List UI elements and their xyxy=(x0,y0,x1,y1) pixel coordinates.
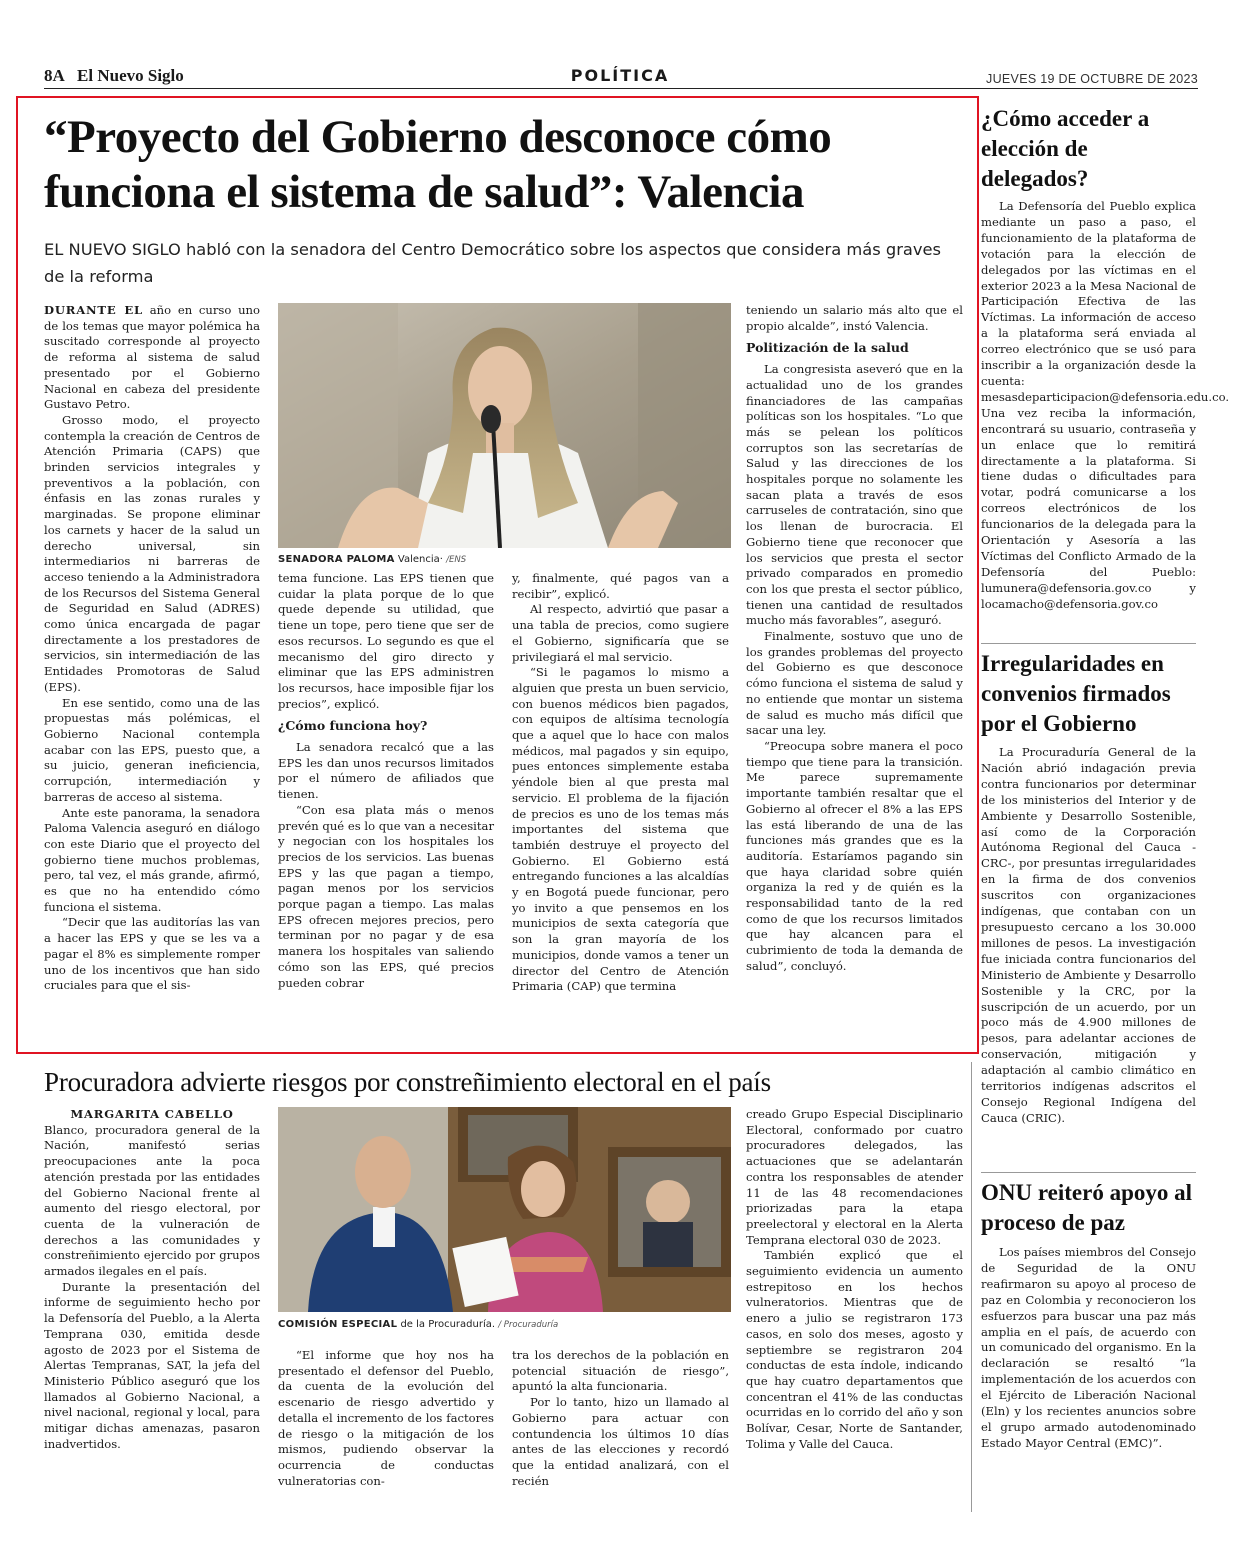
paragraph: Ante este panorama, la senadora Paloma Valencia aseguró en diálogo con este Diario que el proyecto del gobierno tiene muchos problemas, pero, tal vez, el más grande, afirmó, es que no ha entendido cómo funciona el sistema. xyxy=(44,805,260,914)
sidebar-title-1: ¿Cómo acceder a elección de delegados? xyxy=(981,106,1150,191)
paragraph: “Con esa plata más o menos prevén qué es lo que van a necesitar y negocian con los hospitales los precios de los servicios. Las buenas EPS y las que pagan a tiempo, pagan menos por los servicios porque pagan a tiempo. Las malas EPS ofrecen mejores precios, pero terminan por no pagar y de esa manera los hospitales van saliendo cómo son las EPS, qué precios pueden cobrar xyxy=(278,802,494,990)
caption-text: Valencia xyxy=(397,554,440,565)
subheading: Politización de la salud xyxy=(746,340,909,356)
issue-date: JUEVES 19 DE OCTUBRE DE 2023 xyxy=(986,72,1198,86)
sidebar-body-3 xyxy=(981,1245,1196,1452)
second-photo-caption xyxy=(278,1319,558,1331)
paragraph: “El informe que hoy nos ha presentado el defensor del Pueblo, da cuenta de la evolución del escenario de riesgo advertido y detalla el incremento de los factores de riesgo o la mitigación de los mismos, pudiendo observar la ocurrencia de conductas vulneratorias con- xyxy=(278,1348,494,1488)
paragraph: Finalmente, sostuvo que uno de los grandes problemas del proyecto del Gobierno es que desconoce cómo funciona el sistema de salud y no entiende que montar un sistema de salud es mucho más difícil que sacar una ley. xyxy=(746,629,963,738)
second-photo xyxy=(278,1107,731,1312)
main-headline: “Proyecto del Gobierno desconoce cómo funciona el sistema de salud”: Valencia xyxy=(44,111,832,218)
photo-credit: /ENS xyxy=(446,555,467,565)
paragraph: “Decir que las auditorías las van a hacer las EPS y que se les va a pagar el 8% es simplemente romper uno de los incentivos que han sido cruciales para que el sis- xyxy=(44,915,260,993)
senator-photo-illustration xyxy=(278,303,731,548)
main-photo xyxy=(278,303,731,548)
header-divider xyxy=(44,88,1198,89)
paragraph: La Procuraduría General de la Nación abrió indagación previa contra funcionarios por determinar de los ministerios del Interior y de Ambiente y Desarrollo Sostenible, así como de la Corporación Autónoma Regional del Cauca -CRC-, por presuntas irregularidades en la firma de dos convenios suscritos con organizaciones indígenas, que contaban con un presupuesto cercano a los 30.000 millones de pesos. La investigación fue iniciada contra funcionarios del Ministerio de Ambiente y Desarrollo Sostenible y la CRC, por la suscripción de un acuerdo, por un poco más de 4.900 millones de pesos, para adelantar acciones de conservación, mitigación y adaptación al cambio climático en territorios indígenas adscritos el Consejo Regional Indígena del Cauca (CRIC). xyxy=(981,745,1196,1125)
second-column-2 xyxy=(278,1348,494,1489)
sidebar-title-3: ONU reiteró apoyo al proceso de paz xyxy=(981,1180,1193,1235)
sidebar-title-2: Irregularidades en convenios firmados por el Gobierno xyxy=(981,651,1171,736)
page-header-left xyxy=(44,66,184,86)
paragraph: “Preocupa sobre manera el poco tiempo que tiene para la transición. Me parece supremamente importante también resaltar que el Gobierno al ofrecer el 8% a las EPS las está liberando de una de las funciones más grandes que es la auditoría. Estaríamos pagando sin que haya claridad sobre quién organiza la red y de quién es la responsabilidad tanto de la red como de que los recursos limitados que hay alcancen para el cubrimiento de toda la demanda de salud”, concluyó. xyxy=(746,738,963,973)
paragraph: tra los derechos de la población en potencial situación de riesgo”, apuntó la alta funcionaria. xyxy=(512,1348,729,1394)
paper-name: El Nuevo Siglo xyxy=(77,66,184,85)
main-column-3 xyxy=(512,571,729,995)
paragraph: tema funcione. Las EPS tienen que cuidar la plata porque de lo que quede depende su utilidad, que tiene un tope, pero tiene que ser de esos recursos. Lo segundo es que el mecanismo del giro directo y eliminar que las EPS administren los recursos, hace imposible fijar los precios”, explicó. xyxy=(278,571,494,711)
paragraph: La Defensoría del Pueblo explica mediante un paso a paso, el funcionamiento de la plataforma de votación para la elección de delegados por las víctimas en el exterior 2023 a la Mesa Nacional de Participación Efectiva de las Víctimas. La información de acceso a la plataforma será enviada al correo electrónico que se usó para inscribir a la organización desde la cuenta: mesasdeparticipacion@defensoria.edu.co. Una vez reciba la información, encontrará su usuario, contraseña y un enlace que lo remitirá directamente a la plataforma. Si tiene dudas o dificultades para votar, podrá comunicarse a los correos electrónicos de los funcionarios de la delegada para la Orientación y Asesoría a las Víctimas del Conflicto Armado de la Defensoría del Pueblo: lumunera@defensoria.gov.co y locamacho@defensoria.gov.co xyxy=(981,199,1230,611)
subheading: ¿Cómo funciona hoy? xyxy=(278,718,428,734)
paragraph: Blanco, procuradora general de la Nación, manifestó serias preocupaciones ante la poca atención prestada por las entidades del Gobierno Nacional frente al aumento del riesgo electoral, por cuenta de la vulneración de derechos a las comunidades y constreñimiento ejercido por grupos armados ilegales en el país. xyxy=(44,1122,260,1279)
paragraph: teniendo un salario más alto que el propio alcalde”, instó Valencia. xyxy=(746,303,963,333)
paragraph: Los países miembros del Consejo de Seguridad de la ONU reafirmaron su apoyo al proceso de paz en Colombia y reconocieron los esfuerzos para buscar una paz más amplia en el país, de acuerdo con un comunicado del organismo. En la declaración se resaltó “la implementación de los acuerdos con el Ejército de Liberación Nacional (Eln) y los recientes anuncios sobre el grupo armado autodenominado Estado Mayor Central (EMC)”. xyxy=(981,1245,1196,1450)
sidebar-body-1 xyxy=(981,199,1230,613)
caption-bold: SENADORA PALOMA xyxy=(278,554,395,565)
main-photo-caption: SENADORA PALOMA Valencia· /ENS xyxy=(278,554,467,565)
main-column-4 xyxy=(746,303,963,975)
second-column-3 xyxy=(512,1348,729,1489)
paragraph: y, finalmente, qué pagos van a recibir”, explicó. xyxy=(512,571,729,601)
sidebar-body-2 xyxy=(981,745,1196,1127)
paragraph: Al respecto, advirtió que pasar a una tabla de precios, como sugiere el Gobierno, significaría que se privilegiará el mal servicio. xyxy=(512,602,729,664)
paragraph: La congresista aseveró que en la actualidad uno de los grandes financiadores de las campañas políticas son los hospitales. “Lo que más se pelean los políticos corruptos son las secretarías de Salud y las direcciones de los hospitales porque no solamente les sacan plata a través de esos carruseles de contratación, sino que los llenan de burocracia. El Gobierno tiene que reconocer que los servicios que presta el sector privado comparados en promedio con los que presta el sector público, tienen una cantidad de resultados mucho más favorables”, aseguró. xyxy=(746,362,963,628)
caption-text: de la Procuraduría. xyxy=(400,1319,496,1330)
paragraph: Por lo tanto, hizo un llamado al Gobierno para actuar con contundencia los últimos 10 días antes de las elecciones y recordó que la entidad analizará, con el recién xyxy=(512,1395,729,1488)
photo-credit: / Procuraduría xyxy=(498,1320,559,1330)
paragraph: Durante la presentación del informe de seguimiento hecho por la Defensoría del Pueblo, a la Alerta Temprana 030, emitida desde agosto de 2023 por el Sistema de Alertas Tempranas, SAT, la jefa del Ministerio Público aseguró que los llamados al Gobierno Nacional, a nivel nacional, regional y local, para mitigar dichas amenazas, pasaron inadvertidos. xyxy=(44,1279,260,1451)
paragraph: En ese sentido, como una de las propuestas más polémicas, el Gobierno Nacional contempla acabar con las EPS, puesto que, a su juicio, generan ineficiencia, corrupción, intermediación y barreras de acceso al sistema. xyxy=(44,695,260,804)
second-column-1 xyxy=(44,1107,260,1452)
sidebar-divider xyxy=(981,1172,1196,1173)
main-column-2 xyxy=(278,571,494,991)
paragraph: “Si le pagamos lo mismo a alguien que presta un buen servicio, con buenos médicos bien pagados, con equipos de altísima tecnología que a aquel que lo hace con malos médicos, mal pagados y sin equipo, pues entonces simplemente estaba yéndole bien al que presta mal servicio. El problema de la fijación de precios es uno de los temas más importantes del sistema que también destruye el proyecto del Gobierno. El Gobierno está entregando funciones a las alcaldías y en Bogotá puede funcionar, pero yo invito a que pensemos en los municipios de sexta categoría que son la gran mayoría de los municipios, donde vamos a tener un director del Centro de Atención Primaria (CAP) que termina xyxy=(512,665,729,994)
column-divider xyxy=(971,1062,972,1512)
main-dek: EL NUEVO SIGLO habló con la senadora del Centro Democrático sobre los aspectos que considera más graves de la reforma xyxy=(44,240,942,286)
sidebar-divider xyxy=(981,643,1196,644)
main-column-1 xyxy=(44,303,260,994)
second-headline: Procuradora advierte riesgos por constreñimiento electoral en el país xyxy=(44,1067,771,1097)
caption-bold: COMISIÓN ESPECIAL xyxy=(278,1319,398,1330)
second-column-4 xyxy=(746,1107,963,1452)
lead-in: MARGARITA CABELLO xyxy=(70,1107,234,1121)
page-number: 8A xyxy=(44,66,65,85)
commission-photo-illustration xyxy=(278,1107,731,1312)
paragraph: creado Grupo Especial Disciplinario Electoral, conformado por cuatro procuradores delegados, las actuaciones que se adelantarán contra los responsables de atender 11 de las 48 recomendaciones priorizadas para la etapa preelectoral y electoral en la Alerta Temprana electoral 030 de 2023. xyxy=(746,1107,963,1247)
paragraph: Grosso modo, el proyecto contempla la creación de Centros de Atención Primaria (CAPS) que brinden servicios integrales y preventivos a la población, con énfasis en las zonas rurales y marginadas. Se propone eliminar los carnets y hacer de la salud un derecho universal, sin intermediarios ni barreras de acceso teniendo a la Administradora de los Recursos del Sistema General de Seguridad en Salud (ADRES) como única encargada de pagar directamente a los prestadores de servicios, sin intermediación de las Entidades Promotoras de Salud (EPS). xyxy=(44,412,260,694)
paragraph: La senadora recalcó que a las EPS les dan unos recursos limitados por el número de afiliados que tienen. xyxy=(278,740,494,802)
paragraph: También explicó que el seguimiento evidencia un aumento estrepitoso en los hechos vulneratorios. Mientras que de enero a julio se registraron 173 casos, en solo dos meses, agosto y septiembre se registraron 204 conductas de esta índole, indicando que hay cuatro departamentos que concentran el 41% de las conductas ocurridas en lo corrido del año y son Bolívar, Cesar, Norte de Santander, Tolima y Valle del Cauca. xyxy=(746,1248,963,1451)
lead-in: DURANTE EL xyxy=(44,303,143,317)
section-name: POLÍTICA xyxy=(570,66,670,85)
paragraph: año en curso uno de los temas que mayor polémica ha suscitado corresponde al proyecto de reforma al sistema de salud presentado por el Gobierno Nacional en cabeza del presidente Gustavo Petro. xyxy=(44,303,261,412)
